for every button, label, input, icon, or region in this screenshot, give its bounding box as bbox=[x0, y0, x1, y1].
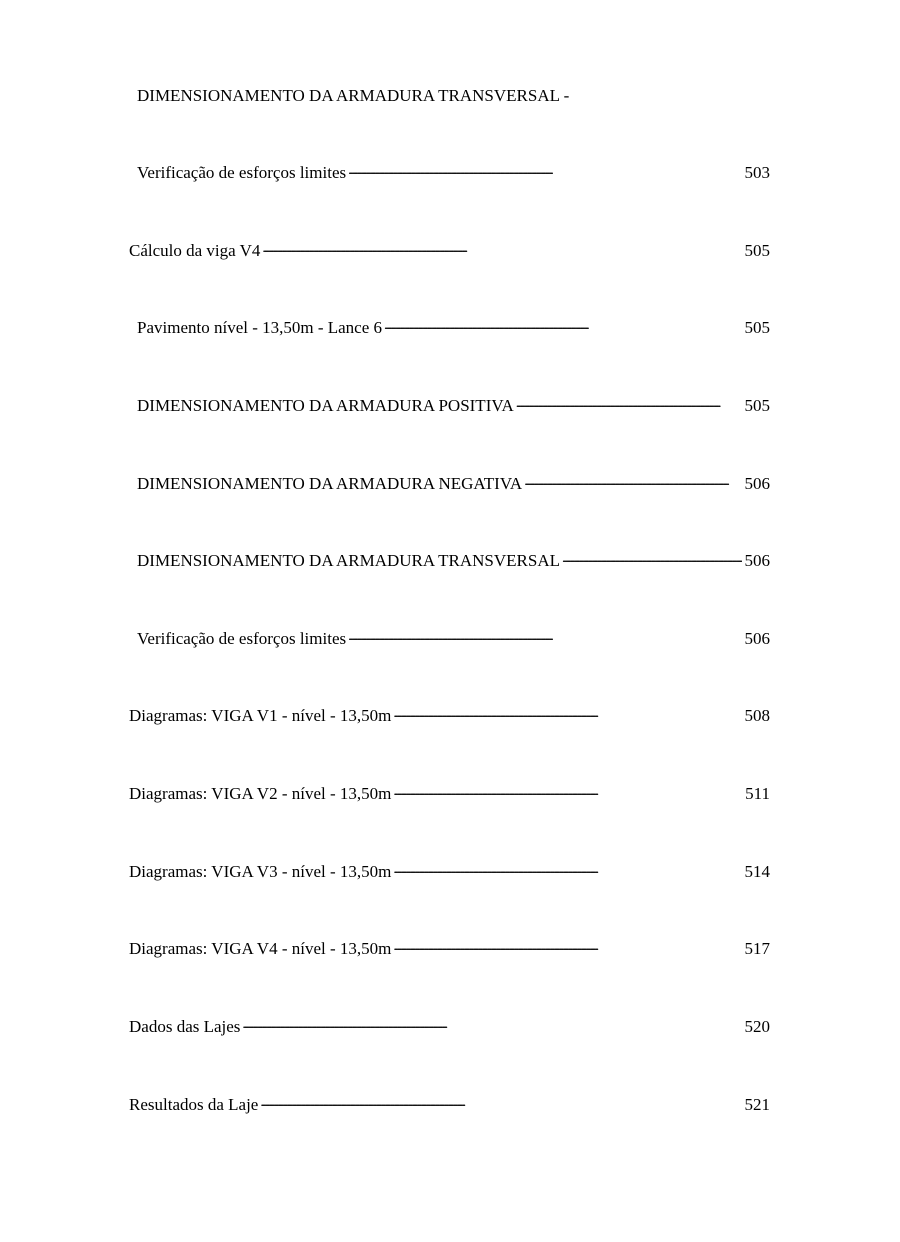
toc-entry-label: Diagramas: VIGA V3 - nível - 13,50m bbox=[129, 862, 392, 881]
toc-entry[interactable] bbox=[129, 1095, 770, 1115]
toc-entry[interactable] bbox=[129, 939, 770, 959]
toc-leader-dots bbox=[393, 940, 741, 954]
toc-entry[interactable] bbox=[129, 706, 770, 726]
toc-entry-label: Dados das Lajes bbox=[129, 1017, 241, 1036]
toc-entry[interactable] bbox=[137, 318, 770, 338]
toc-page-number: 517 bbox=[744, 939, 770, 958]
toc-entry bbox=[137, 86, 770, 106]
toc-page-number: 505 bbox=[744, 241, 770, 260]
toc-entry[interactable] bbox=[129, 862, 770, 882]
toc-entry-label: DIMENSIONAMENTO DA ARMADURA TRANSVERSAL - bbox=[137, 86, 570, 105]
toc-entry[interactable] bbox=[129, 784, 770, 804]
toc-entry[interactable] bbox=[137, 163, 770, 183]
toc-entry[interactable] bbox=[137, 551, 770, 571]
toc-leader-dots bbox=[348, 630, 741, 644]
toc-entry-label: DIMENSIONAMENTO DA ARMADURA NEGATIVA bbox=[137, 474, 523, 493]
toc-page-number: 511 bbox=[745, 784, 770, 803]
toc-leader-dots bbox=[393, 707, 741, 721]
toc-entry-label: Verificação de esforços limites bbox=[137, 629, 347, 648]
toc-entry-label: Diagramas: VIGA V2 - nível - 13,50m bbox=[129, 784, 392, 803]
toc-entry[interactable] bbox=[137, 629, 770, 649]
toc-entry[interactable] bbox=[137, 396, 770, 416]
toc-page-number: 506 bbox=[744, 629, 770, 648]
toc-page-number: 505 bbox=[744, 318, 770, 337]
toc-leader-dots bbox=[260, 1096, 741, 1110]
toc-page-number: 503 bbox=[744, 163, 770, 182]
toc-page-number: 506 bbox=[744, 474, 770, 493]
toc-entry-label: Resultados da Laje bbox=[129, 1095, 259, 1114]
toc-entry-label: Verificação de esforços limites bbox=[137, 163, 347, 182]
toc-page-number: 520 bbox=[744, 1017, 770, 1036]
toc-page-number: 521 bbox=[744, 1095, 770, 1114]
toc-leader-dots bbox=[242, 1018, 741, 1032]
toc-entry-label: DIMENSIONAMENTO DA ARMADURA TRANSVERSAL bbox=[137, 551, 560, 570]
toc-page-number: 514 bbox=[744, 862, 770, 881]
toc-page-number: 508 bbox=[744, 706, 770, 725]
toc-entry-label: Diagramas: VIGA V4 - nível - 13,50m bbox=[129, 939, 392, 958]
toc-leader-dots bbox=[516, 397, 742, 411]
toc-entry[interactable] bbox=[129, 241, 770, 261]
toc-leader-dots bbox=[348, 164, 741, 178]
toc-entry-label: Diagramas: VIGA V1 - nível - 13,50m bbox=[129, 706, 392, 725]
toc-leader-dots bbox=[393, 863, 741, 877]
toc-entry-label: Pavimento nível - 13,50m - Lance 6 bbox=[137, 318, 383, 337]
toc-leader-dots bbox=[562, 552, 742, 566]
toc-leader-dots bbox=[524, 475, 741, 489]
toc-page-number: 506 bbox=[744, 551, 770, 570]
toc-entry-label: DIMENSIONAMENTO DA ARMADURA POSITIVA bbox=[137, 396, 514, 415]
toc-entry-label: Cálculo da viga V4 bbox=[129, 241, 261, 260]
toc-leader-dots bbox=[262, 242, 741, 256]
toc-entry[interactable] bbox=[129, 1017, 770, 1037]
toc-leader-dots bbox=[393, 785, 742, 799]
toc-leader-dots bbox=[384, 319, 741, 333]
toc-page-number: 505 bbox=[744, 396, 770, 415]
toc-entry[interactable] bbox=[137, 474, 770, 494]
